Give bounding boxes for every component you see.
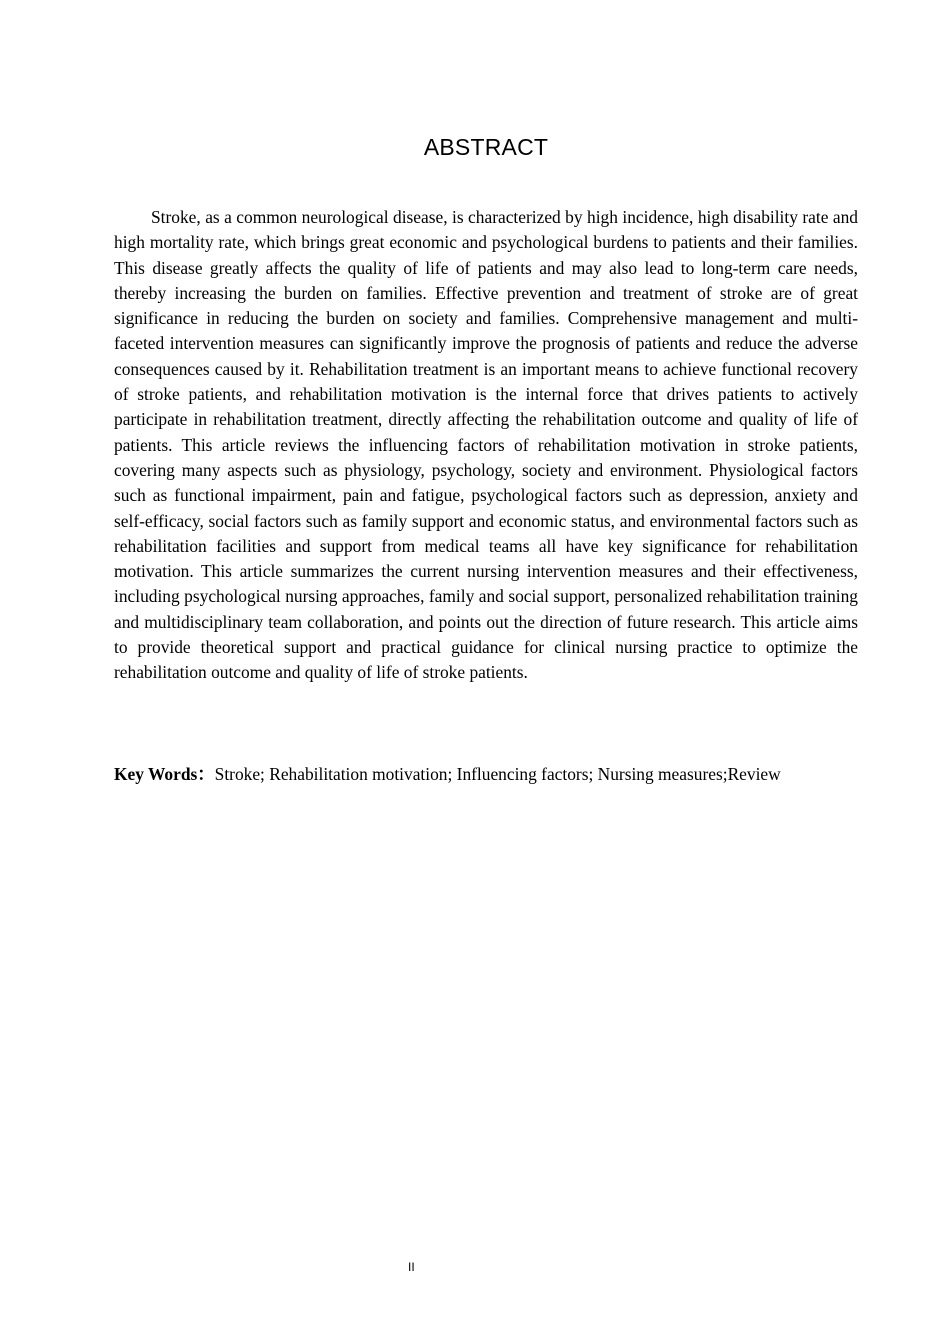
abstract-paragraph: Stroke, as a common neurological disease, is characterized by high incidence, high disability rate and high mortality rate, which brings great economic and psychological burdens to patients and their families. This disease greatly affects the quality of life of patients and may also lead to long-term care needs, thereby increasing the burden on families. Effective prevention and treatment of stroke are of great significance in reducing the burden on society and families. Comprehensive management and multi-faceted intervention measures can significantly improve the prognosis of patients and reduce the adverse consequences caused by it. Rehabilitation treatment is an important means to achieve functional recovery of stroke patients, and rehabilitation motivation is the internal force that drives patients to actively participate in rehabilitation treatment, directly affecting the rehabilitation outcome and quality of life of patients. This article reviews the influencing factors of rehabilitation motivation in stroke patients, covering many aspects such as physiology, psychology, society and environment. Physiological factors such as functional impairment, pain and fatigue, psychological factors such as depression, anxiety and self-efficacy, social factors such as family support and economic status, and environmental factors such as rehabilitation facilities and support from medical teams all have key significance for rehabilitation motivation. This article summarizes the current nursing intervention measures and their effectiveness, including psychological nursing approaches, family and social support, personalized rehabilitation training and multidisciplinary team collaboration, and points out the direction of future research. This article aims to provide theoretical support and practical guidance for clinical nursing practice to optimize the rehabilitation outcome and quality of life of stroke patients. [114, 207, 858, 683]
keywords-label: Key Words： [114, 764, 215, 784]
keywords-line [114, 762, 894, 787]
abstract-title: ABSTRACT [423, 134, 549, 160]
page-number: II [408, 1260, 415, 1274]
keywords-text: Stroke; Rehabilitation motivation; Influencing factors; Nursing measures;Review [214, 764, 781, 784]
